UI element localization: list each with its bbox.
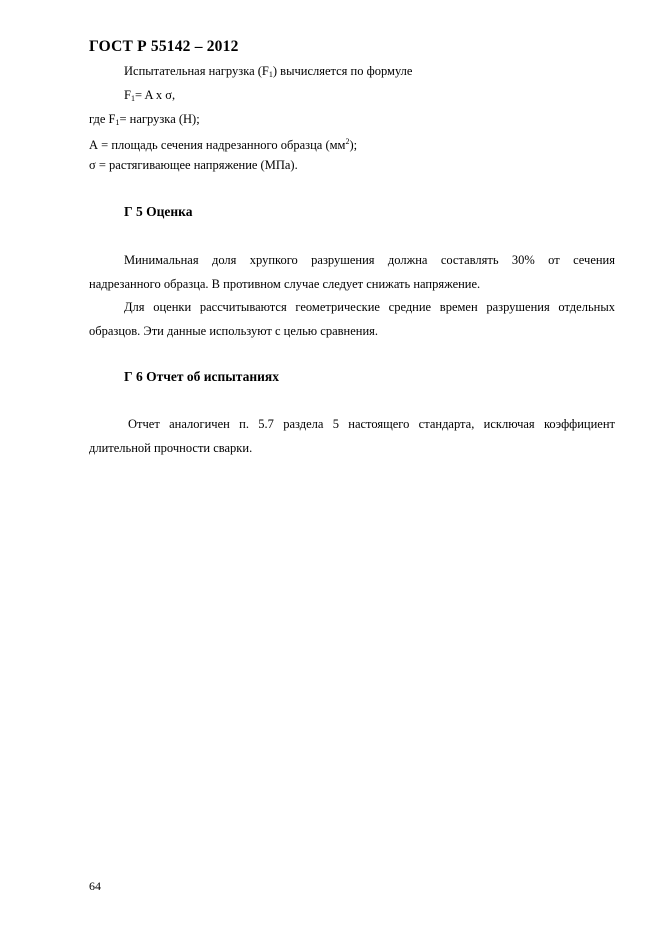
paragraph-line: длительной прочности сварки. (89, 441, 253, 455)
formula-intro-line (124, 63, 412, 83)
area-superscript: 2 (345, 137, 350, 146)
paragraph-line: Для оценки рассчитываются геометрические средние времен разрушения отдельных (124, 300, 615, 314)
paragraph-line: образцов. Эти данные используют с целью сравнения. (89, 324, 379, 338)
formula-subscript: 1 (130, 94, 135, 103)
where-definition: = нагрузка (Н); (119, 112, 200, 126)
section-g5-paragraph-2 (89, 299, 615, 347)
paragraph-line: надрезанного образца. В противном случае следует снижать напряжение. (89, 277, 481, 291)
where-subscript: 1 (115, 118, 120, 127)
page-number: 64 (89, 879, 101, 893)
section-g5-heading: Г 5 Оценка (124, 204, 193, 219)
where-text: где F (89, 112, 116, 126)
formula-intro-text: Испытательная нагрузка (F (124, 64, 269, 78)
area-text-end: ); (349, 138, 358, 152)
sigma-line: σ = растягивающее напряжение (МПа). (89, 158, 298, 172)
where-line (89, 111, 200, 131)
formula-intro-text-end: ) вычисляется по формуле (272, 64, 413, 78)
area-text: А = площадь сечения надрезанного образца (мм (89, 138, 346, 152)
formula-var: F (124, 88, 131, 102)
area-line (89, 134, 357, 153)
section-g6-paragraph-1 (89, 416, 615, 464)
section-g6-heading: Г 6 Отчет об испытаниях (124, 369, 279, 384)
formula-expression: = A x σ, (134, 88, 176, 102)
document-header: ГОСТ Р 55142 – 2012 (89, 38, 239, 55)
formula-line (124, 87, 175, 107)
formula-intro-subscript: 1 (268, 70, 273, 79)
paragraph-line: Отчет аналогичен п. 5.7 раздела 5 настоящего стандарта, исключая коэффициент (128, 417, 615, 431)
paragraph-line: Минимальная доля хрупкого разрушения должна составлять 30% от сечения (124, 253, 615, 267)
section-g5-paragraph-1 (89, 252, 615, 300)
